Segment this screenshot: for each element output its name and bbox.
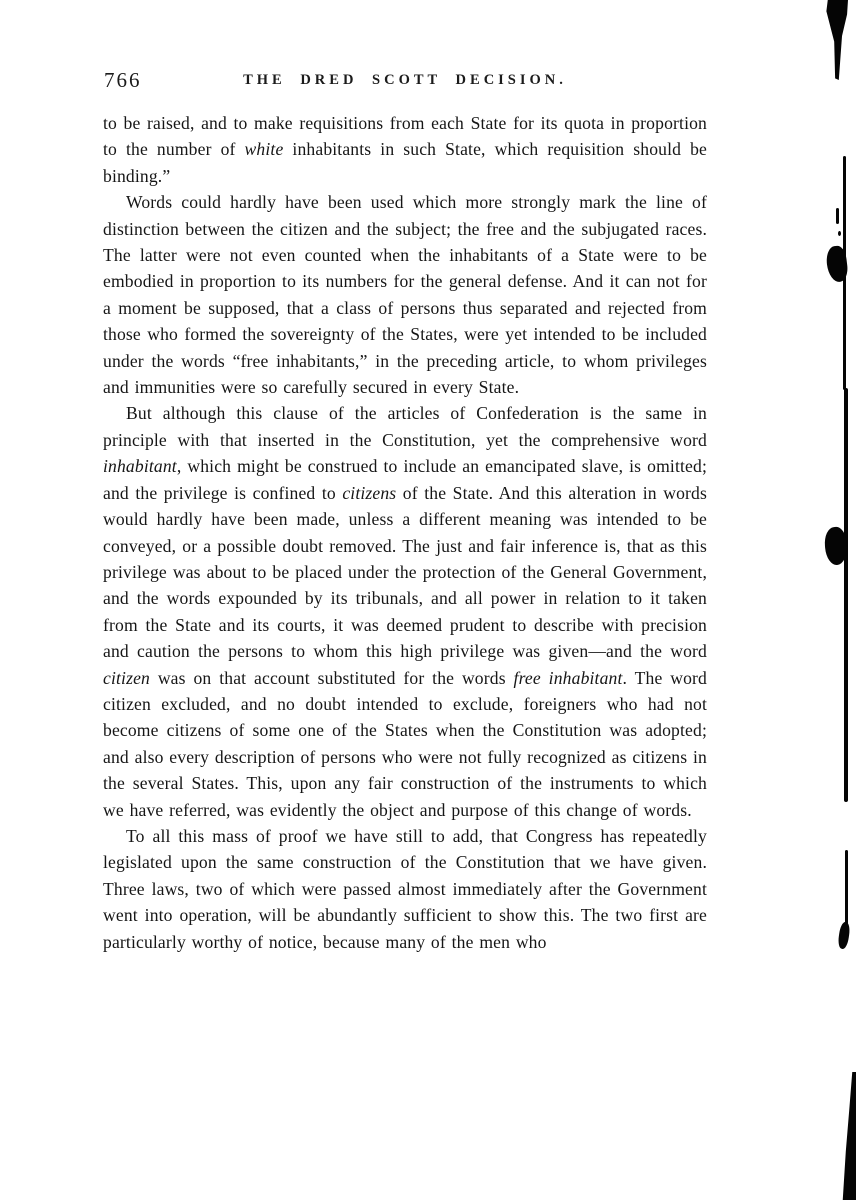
body-text bbox=[103, 110, 707, 955]
scan-artifact-line-middle bbox=[844, 388, 848, 802]
text-run: to be raised, and to make requisitions from each State for its quota in proportion to the number of bbox=[103, 113, 707, 160]
emphasis-run: citizens bbox=[342, 482, 397, 503]
emphasis-run: inhabitant bbox=[103, 456, 177, 477]
text-run: , which might be construed to include an emancipated slave, is omitted; and the privilege is confined to bbox=[103, 456, 707, 503]
emphasis-run: free inhabitant bbox=[513, 667, 623, 688]
scan-artifact-bottom-wedge bbox=[839, 1072, 856, 1200]
paragraph bbox=[103, 823, 707, 955]
text-run: To all this mass of proof we have still to add, that Congress has repeatedly legislated upon the same construction of the Constitution that we have given. Three laws, two of which were passed almost immediately after the Government went into operation, will be abundantly sufficient to show this. The two first are particularly worthy of notice, because many of the men who bbox=[103, 825, 707, 952]
running-head-title: THE DRED SCOTT DECISION. bbox=[243, 72, 567, 88]
emphasis-run: white bbox=[244, 139, 284, 160]
paragraph bbox=[103, 110, 707, 189]
text-run: Words could hardly have been used which more strongly mark the line of distinction between the citizen and the subject; the free and the subjugated races. The latter were not even counted when the inhabitants of a State were to be embodied in proportion to its numbers for the general defense. And it can not for a moment be supposed, that a class of persons thus separated and rejected from those who formed the sovereignty of the States, were yet intended to be included under the words “free inhabitants,” in the preceding article, to whom privileges and immunities were so carefully secured in every State. bbox=[103, 192, 707, 398]
scan-artifact-dot bbox=[838, 231, 841, 236]
text-run: But although this clause of the articles of Confederation is the same in principle with that inserted in the Constitution, yet the comprehensive word bbox=[103, 403, 707, 450]
scan-artifact-line-lower bbox=[845, 850, 848, 932]
scan-artifact-blob-lower bbox=[837, 921, 851, 949]
paragraph bbox=[103, 189, 707, 400]
paragraph bbox=[103, 400, 707, 823]
scan-artifact-top-blob bbox=[825, 0, 848, 80]
scan-artifact-dash bbox=[836, 208, 839, 224]
text-run: of the State. And this alteration in words would hardly have been made, unless a different meaning was intended to be conveyed, or a possible doubt removed. The just and fair inference is, that as this privilege was about to be placed under the protection of the General Government, and the words expounded by its tribunals, and all power in relation to it taken from the State and its courts, it was deemed prudent to describe with precision and caution the persons to whom this high privilege was given—and the word bbox=[103, 482, 707, 662]
text-run: was on that account substituted for the words bbox=[149, 667, 514, 688]
emphasis-run: citizen bbox=[103, 667, 150, 688]
text-run: inhabitants in such State, which requisition should be binding.” bbox=[103, 139, 707, 186]
text-run: . The word citizen excluded, and no doubt intended to exclude, foreigners who had not become citizens of some one of the States when the Constitution was adopted; and also every description of persons who were not fully recognized as citizens in the several States. This, upon any fair construction of the instruments to which we have referred, was evidently the object and purpose of this change of words. bbox=[103, 667, 708, 820]
page-number: 766 bbox=[104, 68, 142, 92]
